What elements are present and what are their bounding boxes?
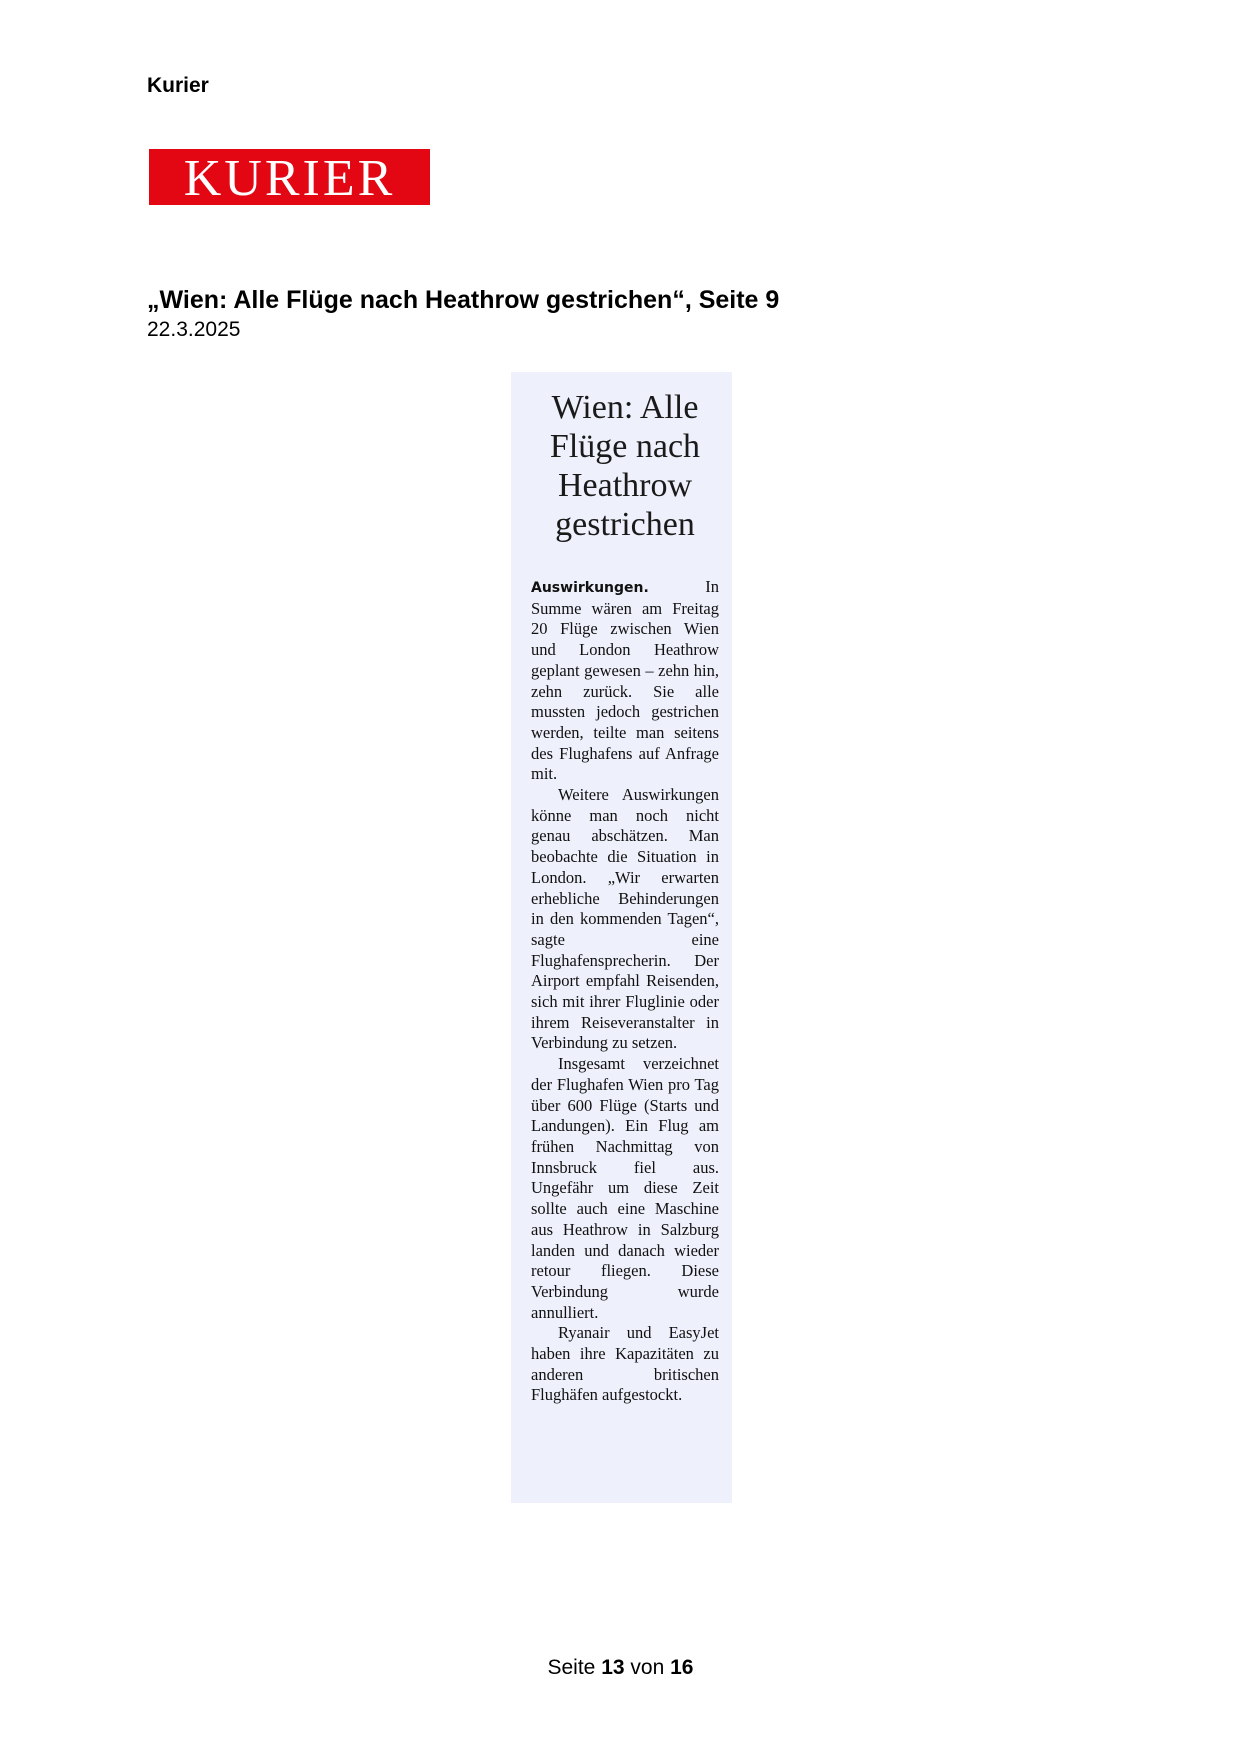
page-prefix: Seite bbox=[547, 1656, 596, 1679]
headline-line: Heathrow bbox=[557, 467, 693, 504]
article-headline bbox=[531, 388, 719, 544]
page-number bbox=[0, 1656, 1241, 1680]
headline-line: Flüge nach bbox=[549, 428, 701, 465]
article-lead: Auswirkungen. bbox=[531, 580, 649, 596]
headline-line: Wien: Alle bbox=[551, 389, 699, 426]
logo-text: KURIER bbox=[183, 150, 396, 207]
article-clipping bbox=[511, 372, 732, 1503]
headline-line: gestrichen bbox=[555, 506, 695, 543]
paragraph-text: In Summe wären am Freitag 20 Flüge zwischen Wien und London Heathrow geplant gewesen – zehn hin, zehn zurück. Sie alle mussten jedoch gestrichen werden, teilte man seitens des Flughafens auf Anfrage mit. bbox=[531, 577, 719, 784]
article-paragraph: Weitere Auswirkungen könne man noch nicht genau abschätzen. Man beobachte die Situation in London. „Wir erwarten erhebliche Behinderungen in den kommenden Tagen“, sagte eine Flughafensprecherin. Der Airport empfahl Reisenden, sich mit ihrer Fluglinie oder ihrem Reiseveranstalter in Verbindung zu setzen. bbox=[531, 785, 719, 1053]
page-total: 16 bbox=[670, 1656, 694, 1679]
document-date: 22.3.2025 bbox=[147, 318, 241, 341]
kurier-logo bbox=[149, 149, 430, 205]
page-separator: von bbox=[630, 1656, 665, 1679]
document-title: „Wien: Alle Flüge nach Heathrow gestrichen“, Seite 9 bbox=[147, 286, 780, 314]
article-paragraph: Ryanair und EasyJet haben ihre Kapazitäten zu anderen britischen Flughäfen aufgestockt. bbox=[531, 1323, 719, 1405]
source-label: Kurier bbox=[147, 74, 209, 97]
page-current: 13 bbox=[601, 1656, 625, 1679]
article-body bbox=[531, 577, 719, 1406]
article-paragraph: Insgesamt verzeichnet der Flughafen Wien pro Tag über 600 Flüge (Starts und Landungen). Ein Flug am frühen Nachmittag von Innsbruck fiel aus. Ungefähr um diese Zeit sollte auch eine Maschine aus Heathrow in Salzburg landen und danach wieder retour fliegen. Diese Verbindung wurde annulliert. bbox=[531, 1054, 719, 1322]
article-paragraph bbox=[531, 577, 719, 785]
